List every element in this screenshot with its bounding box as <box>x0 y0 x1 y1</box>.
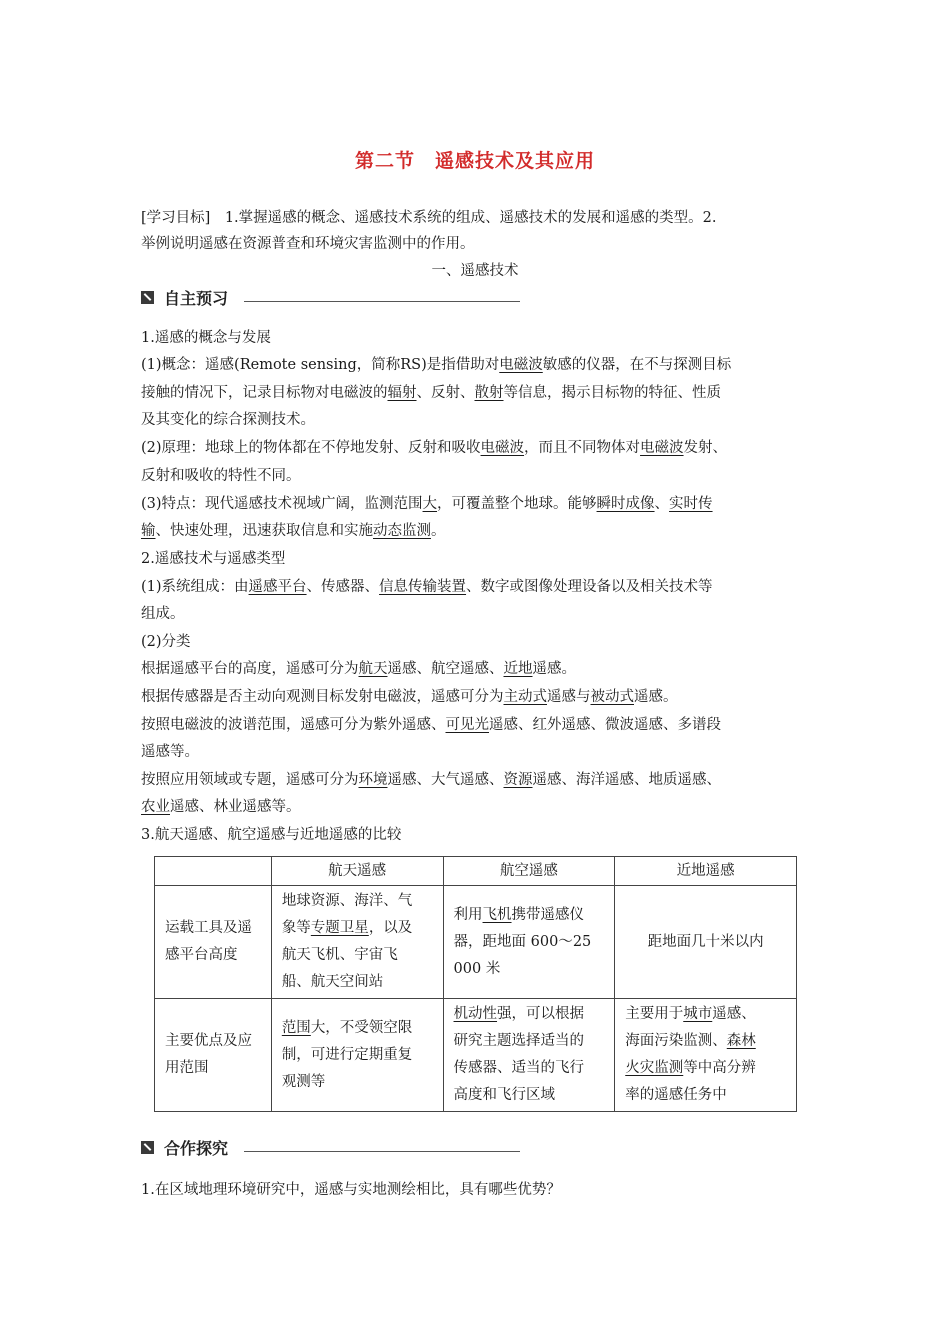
table-header-cell <box>155 857 272 886</box>
section-marker-icon <box>141 1141 154 1154</box>
heading-1: 1.遥感的概念与发展 <box>141 330 271 346</box>
heading-3: 3.航天遥感、航空遥感与近地遥感的比较 <box>141 827 402 843</box>
section-title: 合作探究 <box>164 1138 229 1158</box>
section-header-cooperate <box>141 1136 228 1158</box>
table-row-label: 运载工具及遥 感平台高度 <box>155 886 272 999</box>
comparison-table <box>154 856 797 1112</box>
table-header-cell: 航天遥感 <box>271 857 443 886</box>
part-heading: 一、遥感技术 <box>431 263 519 279</box>
classify-by-spectrum-2: 遥感等。 <box>141 744 199 760</box>
table-row <box>155 999 797 1112</box>
section-title: 自主预习 <box>164 288 229 308</box>
objectives-line-1: [学习目标] 1.掌握遥感的概念、遥感技术系统的组成、遥感技术的发展和遥感的类型。2. <box>141 210 717 226</box>
table-header-cell: 近地遥感 <box>615 857 797 886</box>
principle-line-1: (2)原理：地球上的物体都在不停地发射、反射和吸收电磁波，而且不同物体对电磁波发射、 <box>141 440 728 456</box>
table-cell: 主要用于城市遥感、 海面污染监测、森林 火灾监测等中高分辨 率的遥感任务中 <box>615 999 797 1112</box>
classify-by-sensor: 根据传感器是否主动向观测目标发射电磁波，遥感可分为主动式遥感与被动式遥感。 <box>141 689 678 705</box>
section-rule <box>244 1151 520 1152</box>
concept-line-1: (1)概念：遥感(Remote sensing，简称RS)是指借助对电磁波敏感的仪器，在不与探测目标 <box>141 357 732 373</box>
classify-by-field-1: 按照应用领域或专题，遥感可分为环境遥感、大气遥感、资源遥感、海洋遥感、地质遥感、 <box>141 772 721 788</box>
table-header-row <box>155 857 797 886</box>
concept-line-2: 接触的情况下，记录目标物对电磁波的辐射、反射、散射等信息，揭示目标物的特征、性质 <box>141 385 721 401</box>
table-cell: 范围大，不受领空限 制，可进行定期重复 观测等 <box>271 999 443 1112</box>
principle-line-2: 反射和吸收的特性不同。 <box>141 468 301 484</box>
section-rule <box>244 301 520 302</box>
classify-by-field-2: 农业遥感、林业遥感等。 <box>141 799 301 815</box>
classify-by-spectrum-1: 按照电磁波的波谱范围，遥感可分为紫外遥感、可见光遥感、红外遥感、微波遥感、多谱段 <box>141 717 721 733</box>
heading-2: 2.遥感技术与遥感类型 <box>141 551 286 567</box>
table-cell: 地球资源、海洋、气 象等专题卫星，以及 航天飞机、宇宙飞 船、航天空间站 <box>271 886 443 999</box>
system-line-2: 组成。 <box>141 606 185 622</box>
page-title: 第二节 遥感技术及其应用 <box>354 150 595 172</box>
feature-line-1: (3)特点：现代遥感技术视域广阔，监测范围大，可覆盖整个地球。能够瞬时成像、实时传 <box>141 496 713 512</box>
classify-heading: (2)分类 <box>141 634 191 650</box>
section-header-preview <box>141 286 228 308</box>
table-row-label: 主要优点及应 用范围 <box>155 999 272 1112</box>
table-cell: 利用飞机携带遥感仪 器，距地面 600～25 000 米 <box>443 886 615 999</box>
objectives-line-2: 举例说明遥感在资源普查和环境灾害监测中的作用。 <box>141 236 475 252</box>
concept-line-3: 及其变化的综合探测技术。 <box>141 412 315 428</box>
table-row <box>155 886 797 999</box>
feature-line-2: 输、快速处理，迅速获取信息和实施动态监测。 <box>141 523 446 539</box>
table-header-cell: 航空遥感 <box>443 857 615 886</box>
question-1: 1.在区域地理环境研究中，遥感与实地测绘相比，具有哪些优势？ <box>141 1182 561 1198</box>
table-cell: 机动性强，可以根据 研究主题选择适当的 传感器、适当的飞行 高度和飞行区域 <box>443 999 615 1112</box>
classify-by-height: 根据遥感平台的高度，遥感可分为航天遥感、航空遥感、近地遥感。 <box>141 661 576 677</box>
system-line-1: (1)系统组成：由遥感平台、传感器、信息传输装置、数字或图像处理设备以及相关技术等 <box>141 579 713 595</box>
table-cell: 距地面几十米以内 <box>615 886 797 999</box>
section-marker-icon <box>141 291 154 304</box>
